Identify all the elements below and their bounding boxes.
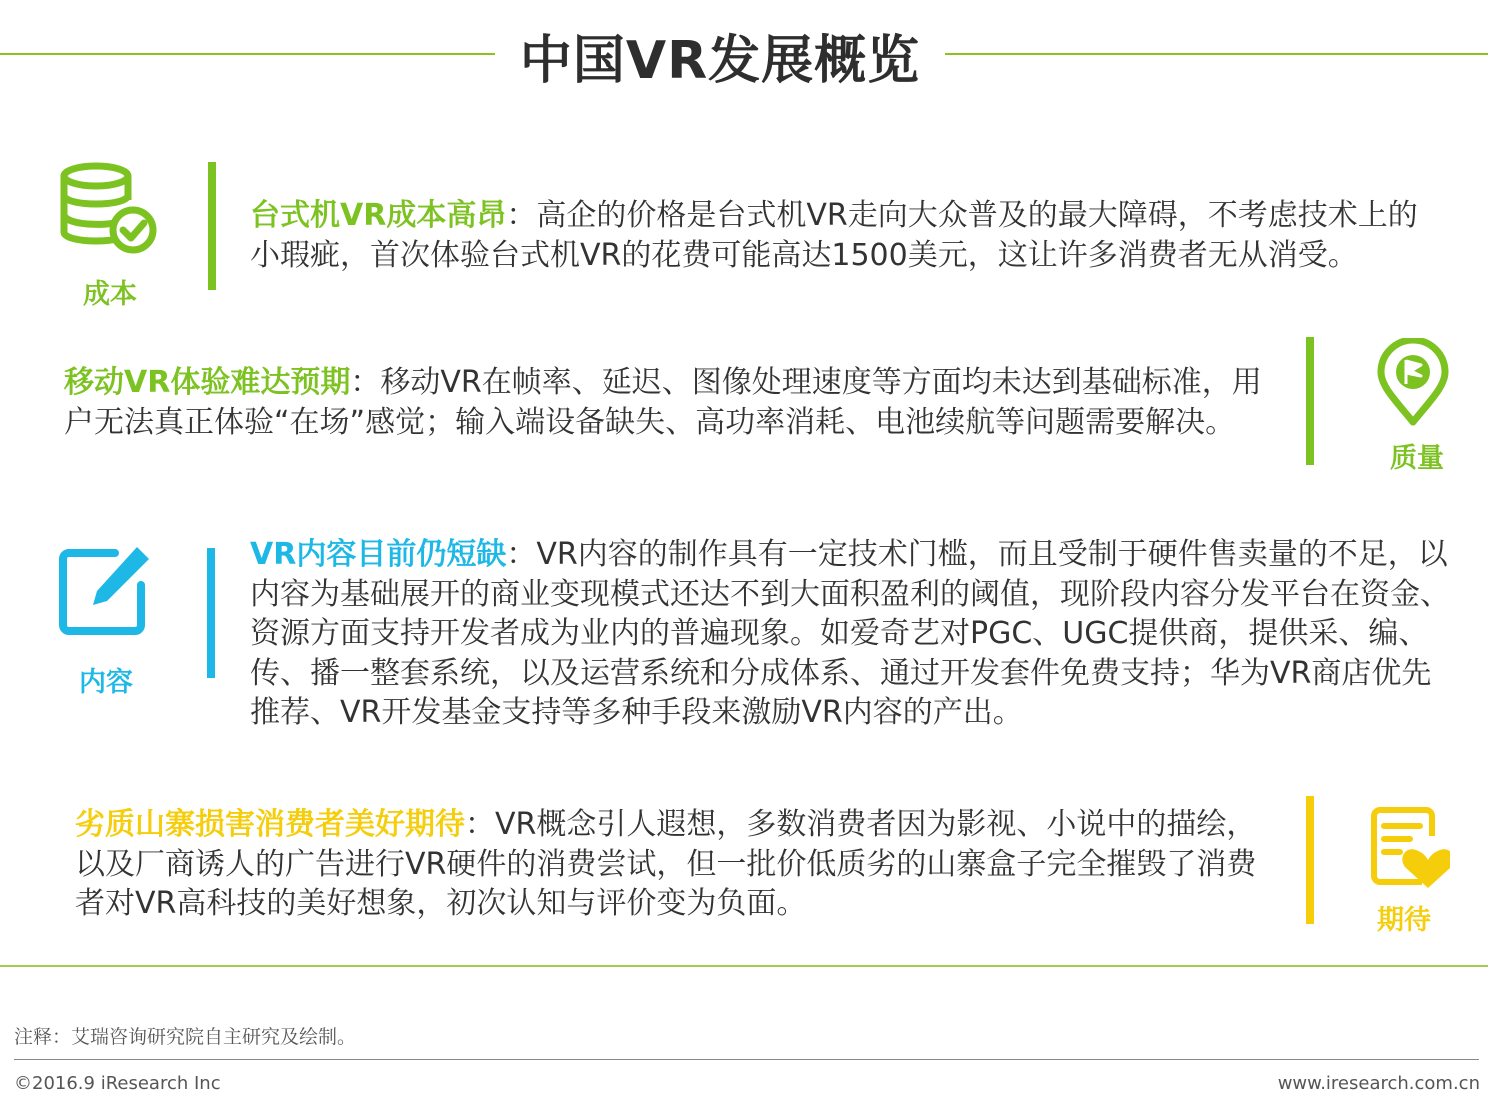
location-pin-flag-icon	[1375, 338, 1451, 426]
document-heart-icon	[1370, 806, 1450, 890]
icon-label-content: 内容	[79, 667, 133, 698]
bottom-divider	[0, 965, 1488, 967]
edit-pencil-icon	[57, 545, 153, 639]
vertical-bar-quality	[1306, 337, 1314, 465]
vertical-bar-content	[207, 548, 215, 678]
paragraph-content	[250, 535, 1450, 733]
paragraph-expectation	[75, 805, 1285, 924]
title-line-right	[945, 53, 1488, 55]
footer-divider	[14, 1059, 1479, 1060]
page-title: 中国VR发展概览	[519, 31, 921, 91]
copyright-text: ©2016.9 iResearch Inc	[14, 1073, 221, 1094]
vertical-bar-expectation	[1306, 796, 1314, 924]
highlight-content: VR内容目前仍短缺	[250, 537, 507, 572]
paragraph-cost	[250, 196, 1445, 275]
icon-label-expectation: 期待	[1377, 905, 1431, 936]
icon-label-cost: 成本	[83, 279, 137, 310]
text-content: ：VR内容的制作具有一定技术门槛，而且受制于硬件售卖量的不足，以内容为基础展开的商业变现模式还达不到大面积盈利的阈值，现阶段内容分发平台在资金、资源方面支持开发者成为业内的普遍现象。如爱奇艺对PGC、UGC提供商，提供采、编、传、播一整套系统，以及运营系统和分成体系、通过开发套件免费支持；华为VR商店优先推荐、VR开发基金支持等多种手段来激励VR内容的产出。	[250, 537, 1450, 730]
text-expectation: ：VR概念引人遐想，多数消费者因为影视、小说中的描绘，以及厂商诱人的广告进行VR硬件的消费尝试，但一批价低质劣的山寨盒子完全摧毁了消费者对VR高科技的美好想象，初次认知与评价变为负面。	[75, 807, 1257, 921]
icon-label-quality: 质量	[1390, 443, 1444, 474]
vertical-bar-cost	[208, 162, 216, 290]
paragraph-quality	[64, 363, 1284, 442]
website-link[interactable]: www.iresearch.com.cn	[1277, 1073, 1480, 1094]
highlight-cost: 台式机VR成本高昂	[250, 198, 507, 233]
title-line-left	[0, 53, 495, 55]
text-quality: ：移动VR在帧率、延迟、图像处理速度等方面均未达到基础标准，用户无法真正体验“在场”感觉；输入端设备缺失、高功率消耗、电池续航等问题需要解决。	[64, 365, 1262, 440]
source-note: 注释：艾瑞咨询研究院自主研究及绘制。	[14, 1026, 357, 1048]
highlight-expectation: 劣质山寨损害消费者美好期待	[75, 807, 465, 842]
highlight-quality: 移动VR体验难达预期	[64, 365, 351, 400]
database-check-icon	[60, 162, 160, 258]
text-cost: ：高企的价格是台式机VR走向大众普及的最大障碍，不考虑技术上的小瑕疵，首次体验台式机VR的花费可能高达1500美元，这让许多消费者无从消受。	[250, 198, 1418, 273]
